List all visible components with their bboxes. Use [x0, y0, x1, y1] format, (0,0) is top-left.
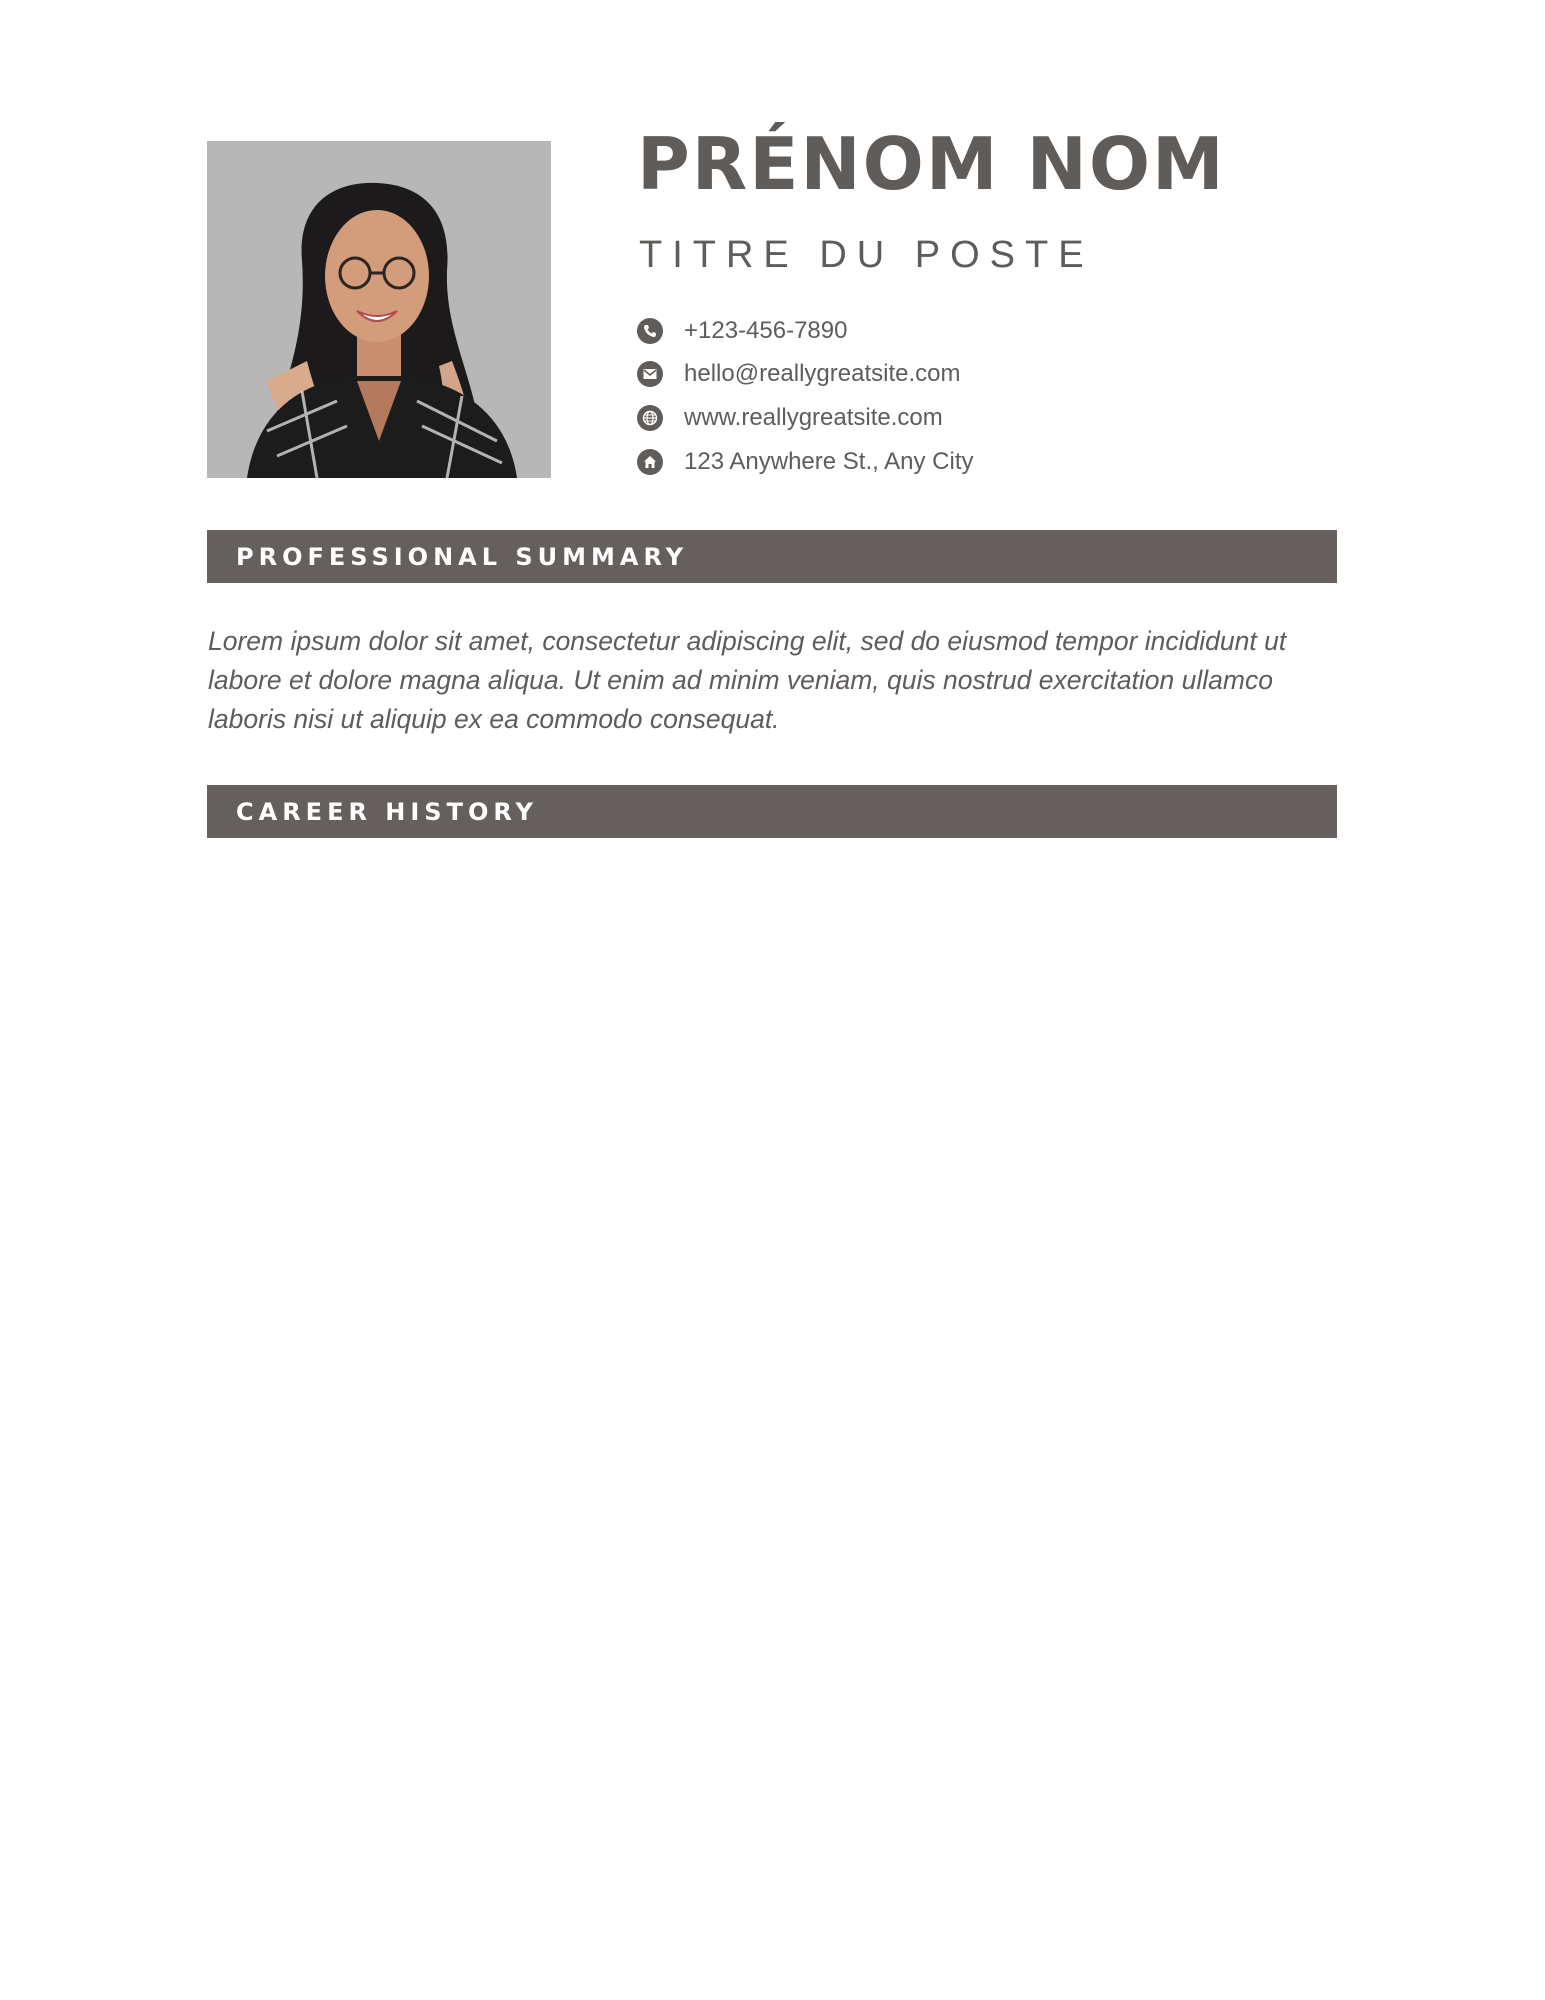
profile-photo: [207, 141, 551, 478]
person-name: PRÉNOM NOM: [637, 122, 1226, 206]
address-text: 123 Anywhere St., Any City: [684, 448, 974, 475]
website-text[interactable]: www.reallygreatsite.com: [684, 404, 943, 431]
home-icon: [637, 449, 663, 475]
section-title: CAREER HISTORY: [236, 797, 538, 826]
section-title: PROFESSIONAL SUMMARY: [236, 542, 689, 571]
contact-phone: [637, 316, 847, 346]
globe-icon: [637, 405, 663, 431]
portrait-illustration: [207, 141, 551, 478]
email-icon: [637, 361, 663, 387]
phone-text[interactable]: +123-456-7890: [684, 317, 848, 344]
summary-text: Lorem ipsum dolor sit amet, consectetur adipiscing elit, sed do eiusmod tempor incididunt ut labore et dolore magna aliqua. Ut enim ad minim veniam, quis nostrud exercitation ullamco laboris nisi ut aliquip ex ea commodo consequat.: [208, 626, 1287, 734]
job-title: TITRE DU POSTE: [639, 234, 1094, 276]
contact-email: [637, 359, 960, 389]
career-history-header: [207, 785, 1337, 838]
contact-address: [637, 447, 974, 477]
email-text[interactable]: hello@reallygreatsite.com: [684, 360, 961, 387]
professional-summary-header: [207, 530, 1337, 583]
contact-website: [637, 403, 943, 433]
phone-icon: [637, 318, 663, 344]
